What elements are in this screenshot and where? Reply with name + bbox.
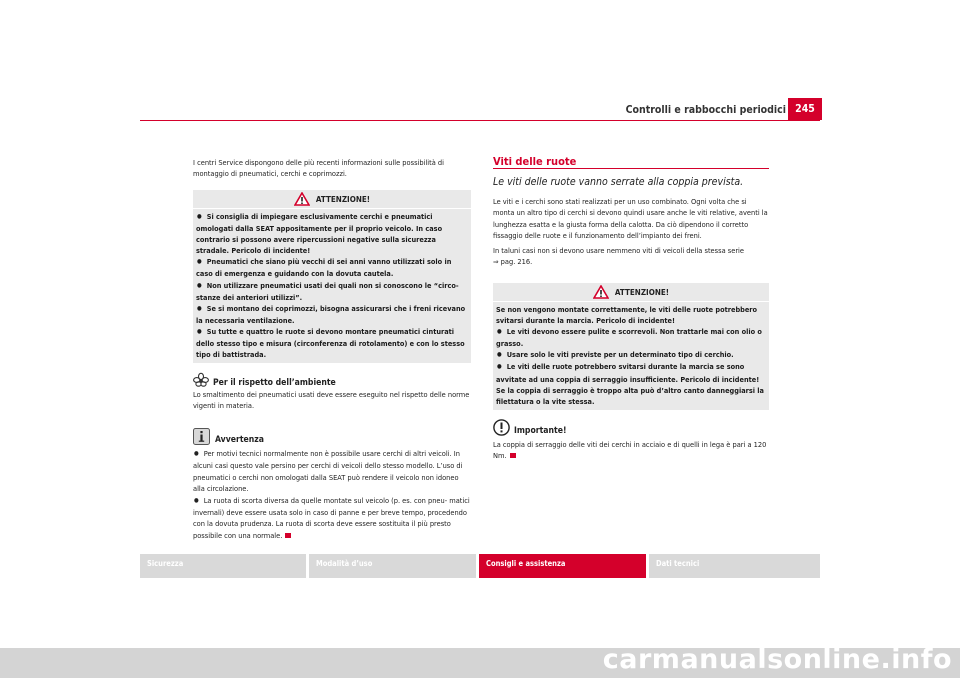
warning-item: ● Se si montano dei coprimozzi, bisogna assicurarsi che i freni ricevano la necessaria ventilazione.	[196, 303, 468, 326]
warning-title: ATTENZIONE!	[614, 287, 670, 297]
warning-item: ● Usare solo le viti previste per un determinato tipo di cerchio.	[496, 349, 766, 361]
warning-header	[193, 190, 471, 209]
important-heading	[493, 419, 769, 436]
note-title: Avvertenza	[215, 435, 264, 445]
wheel-bolts-paragraph: Le viti e i cerchi sono stati realizzati per un uso combinato. Ogni volta che si monta un altro tipo di cerchi si devono quindi usare anche le viti relative, aventi la lunghezza esatta e la giusta forma della calotta. Da ciò dipendono il corretto fissaggio delle ruote e il funzionamento dell’impianto dei freni. In taluni casi non si devono usare nemmeno viti di veicoli della stessa serie ⇒ pag. 216.	[493, 197, 768, 267]
tab-modalita-uso[interactable]: Modalità d’uso	[309, 554, 476, 578]
warning-item: ● Non utilizzare pneumatici usati dei quali non si conoscono le “circo- stanze dei anteriori utilizzi”.	[196, 280, 468, 303]
exclamation-circle-icon	[493, 419, 510, 436]
note-section	[193, 428, 471, 541]
intro-paragraph: I centri Service dispongono delle più recenti informazioni sulle possibilità di montaggio di pneumatici, cerchi e coprimozzi.	[193, 158, 445, 179]
warning-box-bolts	[493, 283, 769, 410]
environment-heading	[193, 372, 471, 388]
end-of-section-mark	[285, 533, 291, 538]
section-subtitle: Le viti delle ruote vanno serrate alla coppia prevista.	[493, 176, 744, 188]
running-header-title: Controlli e rabbocchi periodici	[625, 104, 786, 116]
environment-text: Lo smaltimento dei pneumatici usati deve essere eseguito nel rispetto delle norme vigenti in materia.	[193, 390, 470, 411]
important-text: La coppia di serraggio delle viti dei cerchi in acciaio e di quelli in lega è pari a 120 Nm.	[493, 440, 767, 461]
warning-item: ● Le viti delle ruote potrebbero svitarsi durante la marcia se sono avvitate ad una coppia di serraggio insufficiente. Pericolo di incidente! Se la coppia di serraggio è troppo alta può d’altro canto danneggiarsi la filettatura o la vite stessa.	[496, 361, 766, 406]
warning-title: ATTENZIONE!	[315, 194, 371, 204]
end-of-section-mark	[510, 453, 516, 458]
warning-header	[493, 283, 769, 302]
warning-item: ● Si consiglia di impiegare esclusivamente cerchi e pneumatici omologati dalla SEAT appositamente per il proprio veicolo. In caso contrario si possono avere ripercussioni negative sulla sicurezza stradale. Pericolo di incidente!	[196, 211, 468, 256]
note-item: ● Per motivi tecnici normalmente non è possibile usare cerchi di altri veicoli. In alcuni casi questo vale persino per cerchi di veicoli dello stesso modello. L’uso di pneumatici o cerchi non omologati dalla SEAT può rendere il veicolo non idoneo alla circolazione.	[193, 448, 471, 495]
important-title: Importante!	[514, 426, 567, 436]
important-section	[493, 419, 769, 462]
page-number: 245	[788, 98, 822, 120]
note-heading	[193, 428, 471, 445]
tab-sicurezza[interactable]: Sicurezza	[140, 554, 306, 578]
environment-title: Per il rispetto dell’ambiente	[213, 378, 336, 388]
warning-triangle-icon	[593, 285, 609, 299]
section-title-rule	[493, 168, 769, 169]
note-body	[193, 448, 471, 541]
info-note-icon	[193, 428, 210, 445]
warning-triangle-icon	[294, 192, 310, 206]
warning-item: ● Le viti devono essere pulite e scorrevoli. Non trattarle mai con olio o grasso.	[496, 326, 766, 349]
note-item: ● La ruota di scorta diversa da quelle montate sul veicolo (p. es. con pneu- matici invernali) deve essere usata solo in caso di panne e per breve tempo, procedendo con la dovuta prudenza. La ruota di scorta deve essere sostituita il più presto possibile con una normale.	[193, 495, 471, 542]
section-title: Viti delle ruote	[493, 155, 577, 168]
warning-body	[193, 209, 471, 363]
watermark-text: carmanualsonline.info	[602, 644, 952, 675]
tab-dati-tecnici[interactable]: Dati tecnici	[649, 554, 820, 578]
warning-body	[493, 302, 769, 410]
warning-item: ● Pneumatici che siano più vecchi di sei anni vanno utilizzati solo in caso di emergenza e guidando con la dovuta cautela.	[196, 256, 468, 279]
environment-section	[193, 372, 471, 412]
warning-item: ● Su tutte e quattro le ruote si devono montare pneumatici cinturati dello stesso tipo e misura (circonferenza di rotolamento) e con lo stesso tipo di battistrada.	[196, 326, 468, 360]
header-rule	[140, 120, 820, 121]
page-reference-link[interactable]: ⇒ pag. 216.	[493, 257, 533, 267]
warning-box-tyres	[193, 190, 471, 363]
flower-icon	[193, 372, 209, 388]
tab-consigli-assistenza[interactable]: Consigli e assistenza	[479, 554, 646, 578]
warning-intro: Se non vengono montate correttamente, le viti delle ruote potrebbero svitarsi durante la marcia. Pericolo di incidente!	[496, 305, 758, 326]
